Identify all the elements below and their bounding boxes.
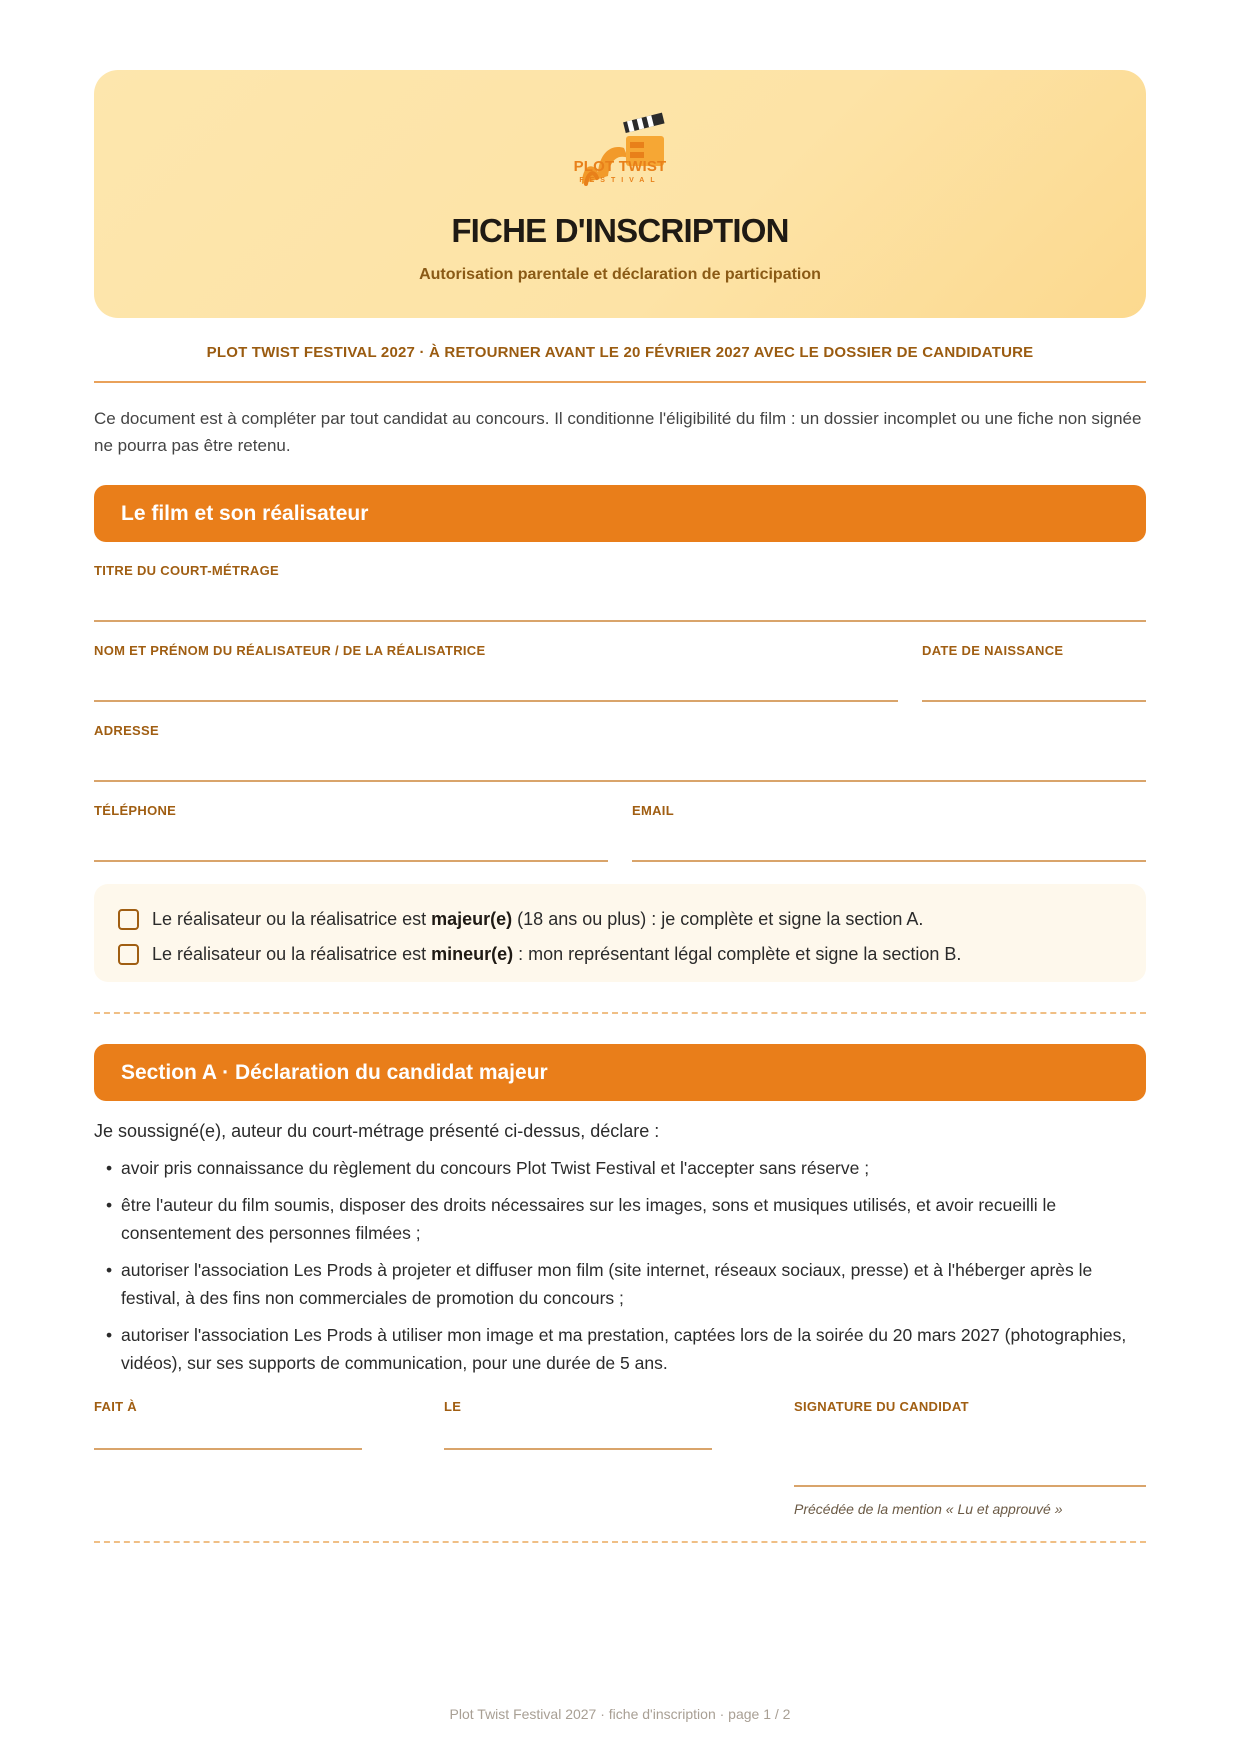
choice-majeur[interactable] bbox=[118, 902, 1146, 937]
input-line[interactable] bbox=[94, 860, 608, 862]
page-subtitle: Autorisation parentale et déclaration de participation bbox=[419, 266, 821, 283]
input-line[interactable] bbox=[632, 860, 1146, 862]
signature-mention: Précédée de la mention « Lu et approuvé » bbox=[794, 1501, 1063, 1517]
field-adresse[interactable] bbox=[94, 702, 1146, 782]
logo-name: PLOT TWIST bbox=[573, 158, 667, 175]
choice-text: Le réalisateur ou la réalisatrice est majeur(e) (18 ans ou plus) : je complète et signe la section A. bbox=[152, 909, 924, 929]
field-titre[interactable] bbox=[94, 542, 1146, 622]
field-date[interactable] bbox=[444, 1399, 712, 1519]
field-nom[interactable] bbox=[94, 622, 898, 702]
signature-line[interactable] bbox=[794, 1485, 1146, 1487]
field-label: ADRESSE bbox=[94, 723, 159, 738]
field-label: DATE DE NAISSANCE bbox=[922, 643, 1064, 658]
field-label: LE bbox=[444, 1399, 462, 1414]
list-item: • autoriser l'association Les Prods à utiliser mon image et ma prestation, captées lors de la soirée du 20 mars 2027 (photographies, vidéos), sur ses supports de communication, pour une durée de 5 ans. bbox=[94, 1321, 1146, 1377]
checkbox[interactable] bbox=[118, 944, 139, 965]
field-label: TÉLÉPHONE bbox=[94, 803, 177, 818]
input-line[interactable] bbox=[444, 1448, 712, 1450]
list-item: • avoir pris connaissance du règlement du concours Plot Twist Festival et l'accepter sans réserve ; bbox=[94, 1154, 1146, 1182]
dashed-divider bbox=[94, 1541, 1146, 1543]
dashed-divider bbox=[94, 1012, 1146, 1014]
field-label: TITRE DU COURT-MÉTRAGE bbox=[94, 563, 279, 578]
logo-subtitle: FESTIVAL bbox=[579, 177, 661, 184]
document-page bbox=[94, 70, 1146, 1543]
section-heading-film: Le film et son réalisateur bbox=[94, 485, 1146, 542]
declaration-intro: Je soussigné(e), auteur du court-métrage présenté ci-dessus, déclare : bbox=[94, 1121, 660, 1141]
field-label: SIGNATURE DU CANDIDAT bbox=[794, 1399, 969, 1414]
field-fait-a[interactable] bbox=[94, 1399, 362, 1519]
field-naissance[interactable] bbox=[922, 622, 1146, 702]
section-heading-a: Section A · Déclaration du candidat majeur bbox=[94, 1044, 1146, 1101]
deadline-notice: PLOT TWIST FESTIVAL 2027 · À RETOURNER AVANT LE 20 FÉVRIER 2027 AVEC LE DOSSIER DE CANDIDATURE bbox=[94, 344, 1146, 383]
field-signature[interactable] bbox=[794, 1399, 1146, 1519]
page-footer: Plot Twist Festival 2027 · fiche d'inscription · page 1 / 2 bbox=[449, 1706, 791, 1722]
page-title: FICHE D'INSCRIPTION bbox=[451, 212, 789, 249]
input-line[interactable] bbox=[94, 1448, 362, 1450]
declaration-list bbox=[94, 1154, 1146, 1377]
choice-mineur[interactable] bbox=[118, 937, 1146, 972]
field-label: EMAIL bbox=[632, 803, 674, 818]
list-item: • être l'auteur du film soumis, disposer des droits nécessaires sur les images, sons et musiques utilisés, et avoir recueilli le consentement des personnes filmées ; bbox=[94, 1191, 1146, 1247]
field-label: FAIT À bbox=[94, 1399, 137, 1414]
field-label: NOM ET PRÉNOM DU RÉALISATEUR / DE LA RÉALISATRICE bbox=[94, 643, 486, 658]
checkbox[interactable] bbox=[118, 909, 139, 930]
age-choice-box bbox=[94, 884, 1146, 982]
field-email[interactable] bbox=[632, 782, 1146, 862]
field-telephone[interactable] bbox=[94, 782, 608, 862]
header-banner bbox=[94, 70, 1146, 318]
intro-paragraph: Ce document est à compléter par tout candidat au concours. Il conditionne l'éligibilité du film : un dossier incomplet ou une fiche non signée ne pourra pas être retenu. bbox=[94, 409, 1142, 455]
list-item: • autoriser l'association Les Prods à projeter et diffuser mon film (site internet, réseaux sociaux, presse) et à l'héberger après le festival, à des fins non commerciales de promotion du concours ; bbox=[94, 1256, 1146, 1312]
choice-text: Le réalisateur ou la réalisatrice est mineur(e) : mon représentant légal complète et signe la section B. bbox=[152, 944, 962, 964]
